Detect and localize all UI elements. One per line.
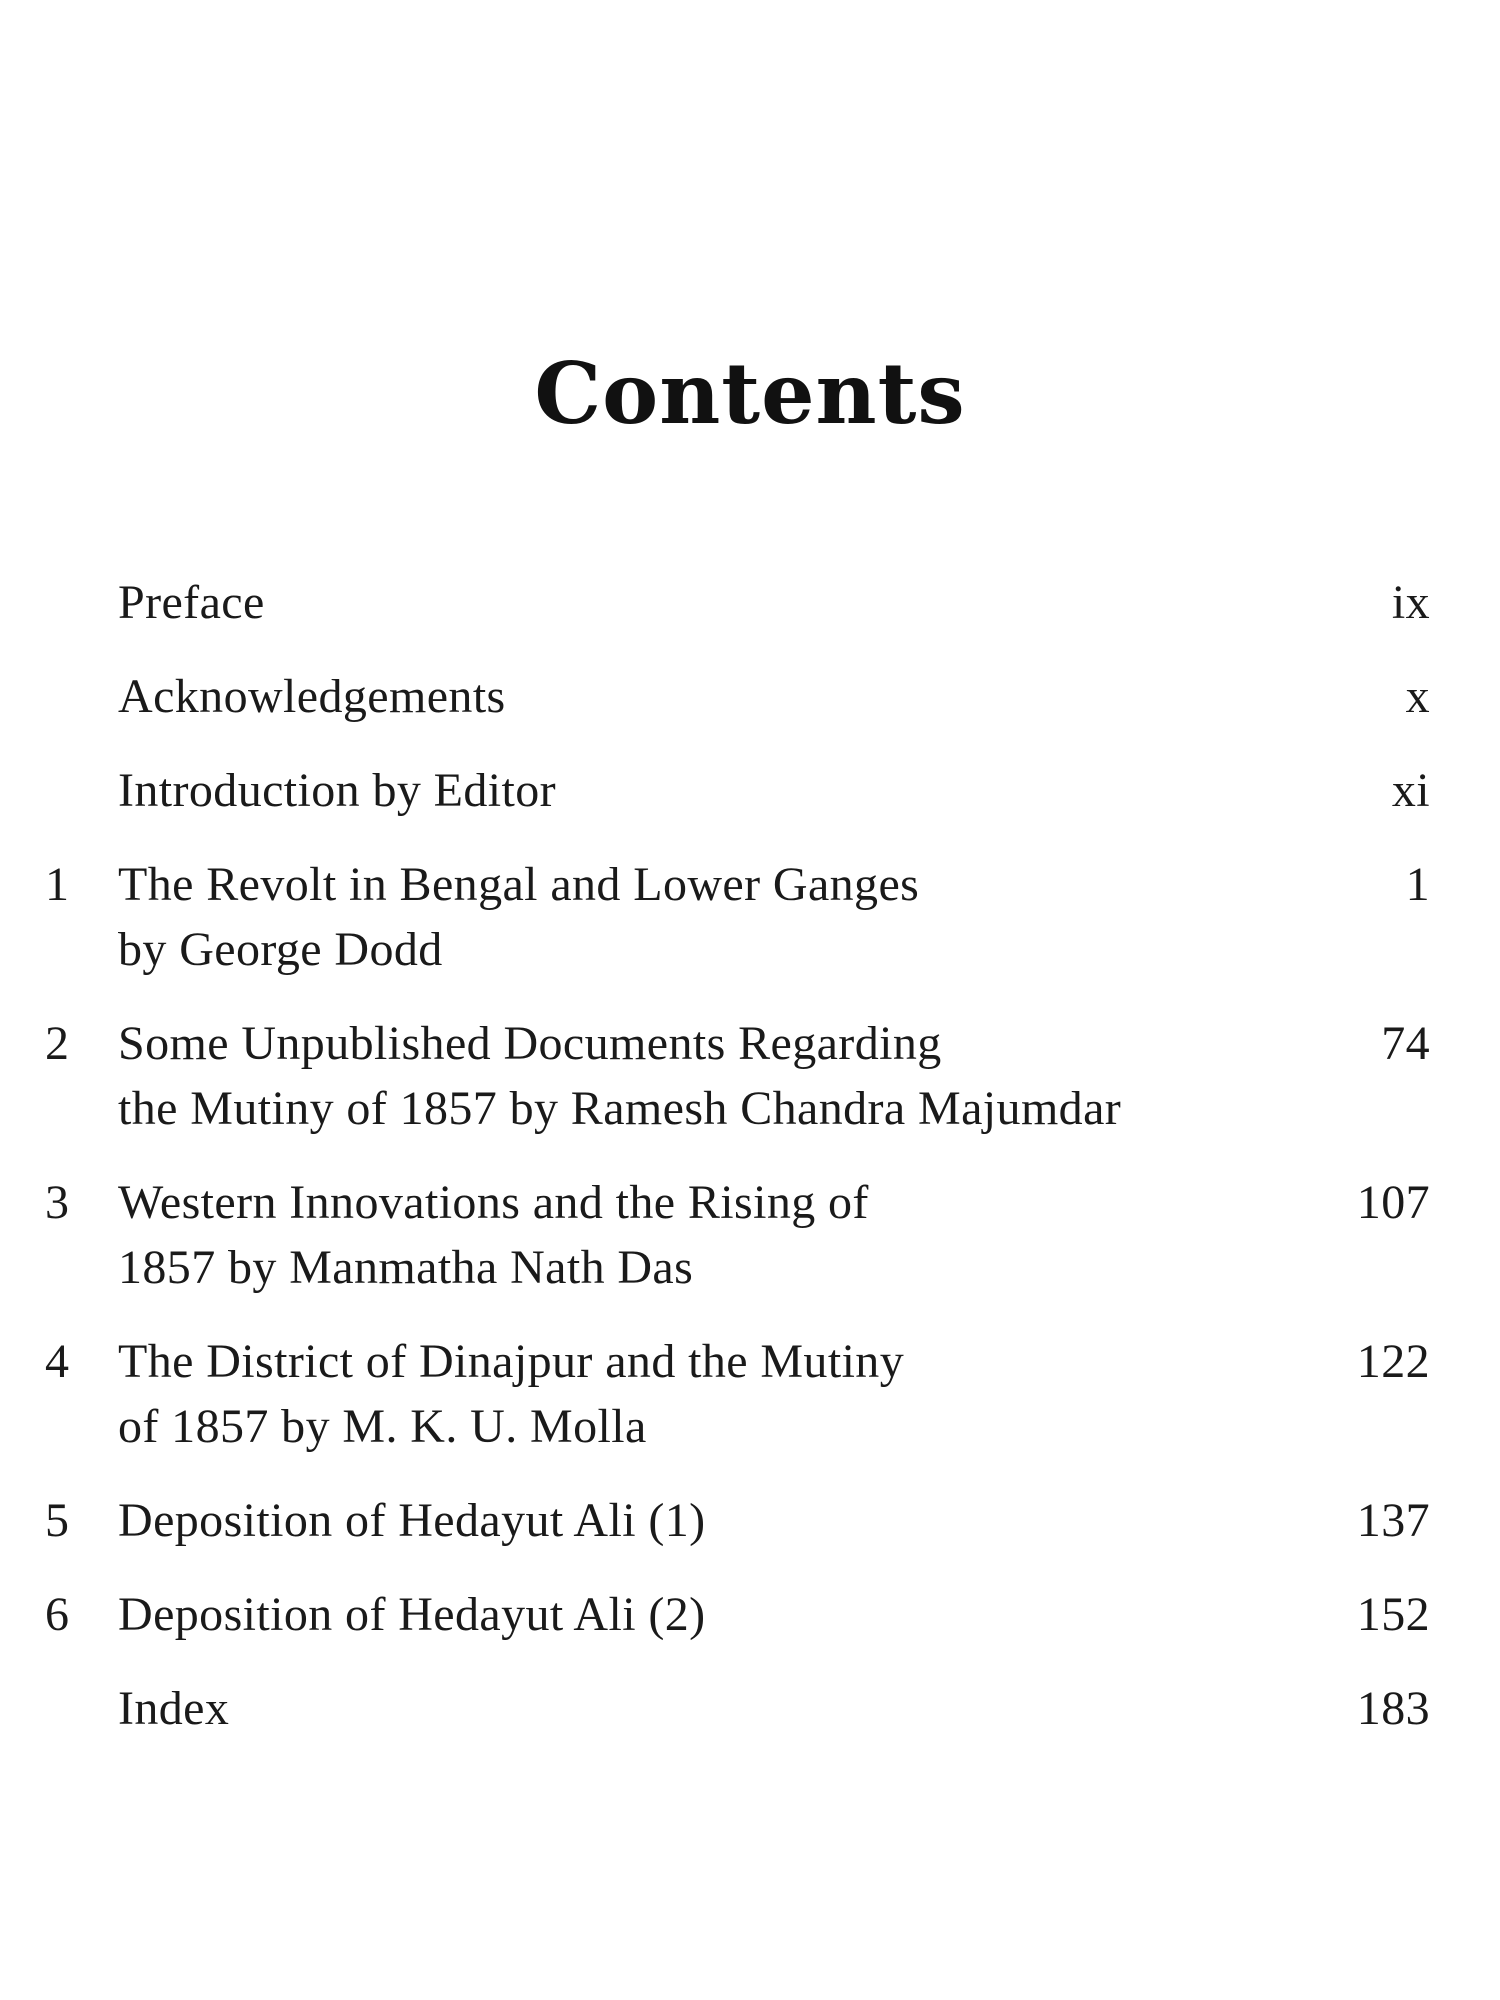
entry-title-line: of 1857 by M. K. U. Molla	[118, 1400, 647, 1453]
toc-entry-index	[0, 1676, 1500, 1741]
entry-title-line: Preface	[118, 576, 265, 629]
toc-entry-chapter-1	[0, 852, 1500, 982]
entry-number: 3	[45, 1176, 70, 1229]
table-of-contents	[0, 570, 1500, 1770]
entry-number: 5	[45, 1494, 70, 1547]
toc-entry-chapter-2	[0, 1011, 1500, 1141]
entry-title-line: Some Unpublished Documents Regarding	[118, 1017, 942, 1070]
entry-title-line: by George Dodd	[118, 923, 443, 976]
entry-title	[118, 664, 1278, 729]
entry-title-line: Acknowledgements	[118, 670, 506, 723]
entry-page-number: 122	[1356, 1335, 1430, 1388]
entry-title	[118, 1329, 1278, 1459]
entry-page-number: 107	[1356, 1176, 1430, 1229]
entry-title	[118, 1488, 1278, 1553]
entry-page-number: 152	[1356, 1588, 1430, 1641]
entry-number: 4	[45, 1335, 70, 1388]
entry-page-number: x	[1405, 670, 1430, 723]
entry-page-number: 183	[1356, 1682, 1430, 1735]
entry-title	[118, 570, 1278, 635]
entry-title	[118, 1676, 1278, 1741]
entry-page-number: xi	[1391, 764, 1430, 817]
entry-title	[118, 1011, 1278, 1141]
entry-title-line: Introduction by Editor	[118, 764, 557, 817]
entry-title-line: The District of Dinajpur and the Mutiny	[118, 1335, 905, 1388]
toc-entry-chapter-4	[0, 1329, 1500, 1459]
entry-title	[118, 852, 1278, 982]
toc-entry-acknowledgements	[0, 664, 1500, 729]
entry-title-line: Deposition of Hedayut Ali (1)	[118, 1494, 706, 1547]
entry-title	[118, 1582, 1278, 1647]
page-title: Contents	[534, 344, 966, 443]
entry-number: 1	[45, 858, 70, 911]
entry-title-line: Deposition of Hedayut Ali (2)	[118, 1588, 706, 1641]
toc-entry-chapter-3	[0, 1170, 1500, 1300]
entry-page-number: 1	[1405, 858, 1430, 911]
toc-entry-chapter-6	[0, 1582, 1500, 1647]
entry-page-number: ix	[1391, 576, 1430, 629]
entry-title	[118, 758, 1278, 823]
entry-title-line: the Mutiny of 1857 by Ramesh Chandra Majumdar	[118, 1082, 1122, 1135]
entry-title-line: Western Innovations and the Rising of	[118, 1176, 869, 1229]
entry-number: 2	[45, 1017, 70, 1070]
entry-page-number: 74	[1381, 1017, 1430, 1070]
toc-entry-chapter-5	[0, 1488, 1500, 1553]
entry-number: 6	[45, 1588, 70, 1641]
toc-entry-introduction	[0, 758, 1500, 823]
entry-title-line: Index	[118, 1682, 230, 1735]
entry-page-number: 137	[1356, 1494, 1430, 1547]
toc-entry-preface	[0, 570, 1500, 635]
entry-title	[118, 1170, 1278, 1300]
entry-title-line: The Revolt in Bengal and Lower Ganges	[118, 858, 920, 911]
entry-title-line: 1857 by Manmatha Nath Das	[118, 1241, 694, 1294]
